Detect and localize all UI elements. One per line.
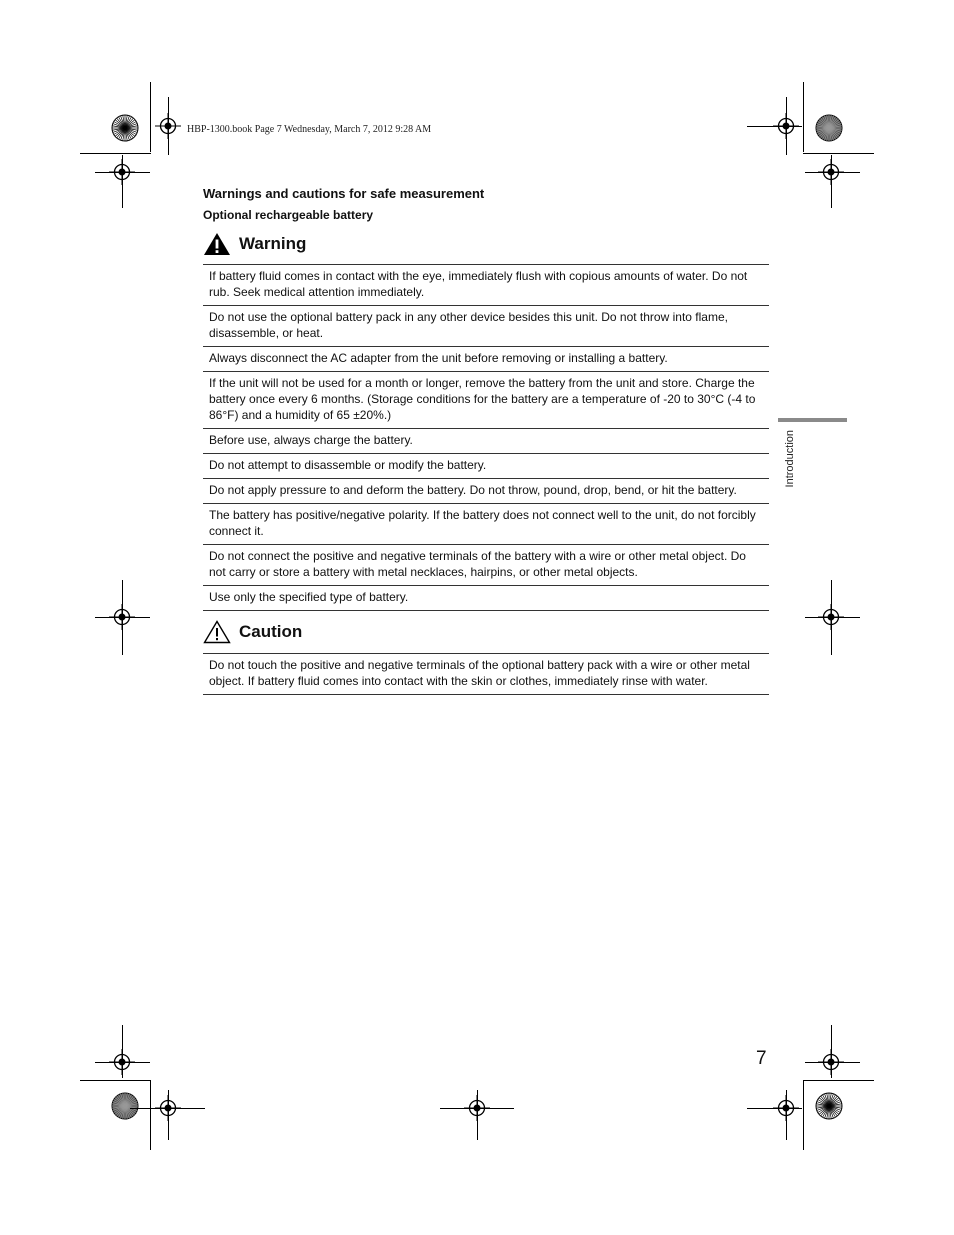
crop-mark-line — [831, 1025, 832, 1078]
crop-mark-line — [803, 1080, 874, 1081]
section-subtitle: Optional rechargeable battery — [203, 208, 374, 222]
crop-mark-line — [803, 1080, 804, 1150]
crop-mark-line — [122, 1025, 123, 1078]
warning-item: Before use, always charge the battery. — [203, 429, 769, 454]
crop-mark-line — [477, 1090, 478, 1140]
warning-item: The battery has positive/negative polarity. If the battery does not connect well to the unit, do not forcibly connect it. — [203, 504, 769, 545]
crop-mark-line — [831, 155, 832, 208]
crop-mark-line — [122, 155, 123, 208]
crop-mark-line — [95, 1062, 150, 1063]
crop-mark-line — [80, 153, 151, 154]
warning-list — [203, 264, 769, 611]
warning-item: Do not connect the positive and negative terminals of the battery with a wire or other metal object. Do not carry or store a battery with metal necklaces, hairpins, or other metal objects. — [203, 545, 769, 586]
caution-list — [203, 653, 769, 695]
file-stamp: HBP-1300.book Page 7 Wednesday, March 7, 2012 9:28 AM — [187, 124, 432, 135]
crop-mark-line — [168, 1090, 169, 1140]
caution-icon — [203, 620, 231, 644]
crop-mark-line — [786, 1090, 787, 1140]
crop-mark-line — [95, 617, 150, 618]
caution-heading — [203, 620, 769, 644]
warning-title: Warning — [239, 234, 307, 253]
crop-mark-line — [747, 126, 802, 127]
caution-title: Caution — [239, 622, 303, 641]
page-number: 7 — [756, 1048, 767, 1069]
crop-mark-line — [747, 1108, 802, 1109]
crop-mark-line — [805, 1062, 860, 1063]
crop-mark-line — [805, 617, 860, 618]
side-tab-label: Introduction — [784, 430, 796, 488]
warning-item: Do not apply pressure to and deform the battery. Do not throw, pound, drop, bend, or hit the battery. — [203, 479, 769, 504]
warning-item: If battery fluid comes in contact with the eye, immediately flush with copious amounts of water. Do not rub. Seek medical attention immediately. — [203, 265, 769, 306]
color-wheel-icon — [111, 114, 139, 142]
caution-item: Do not touch the positive and negative terminals of the optional battery pack with a wire or other metal object. If battery fluid comes into contact with the skin or clothes, immediately rinse with water. — [203, 654, 769, 695]
warning-item: Do not use the optional battery pack in any other device besides this unit. Do not throw into flame, disassemble, or heat. — [203, 306, 769, 347]
crop-mark-line — [130, 1108, 205, 1109]
warning-item: Use only the specified type of battery. — [203, 586, 769, 611]
crop-mark-line — [168, 97, 169, 155]
warning-heading — [203, 232, 769, 256]
section-title: Warnings and cautions for safe measurement — [203, 186, 485, 201]
crop-mark-line — [80, 1080, 151, 1081]
color-wheel-icon — [815, 114, 843, 142]
color-wheel-icon — [815, 1092, 843, 1120]
crop-mark-line — [150, 1080, 151, 1150]
warning-item: If the unit will not be used for a month or longer, remove the battery from the unit and store. Charge the battery once every 6 months. (Storage conditions for the battery are a temperature of -20 to 30°C (-4 to 86°F) and a humidity of 65 ±20%.) — [203, 372, 769, 429]
crop-mark-line — [803, 153, 874, 154]
warning-item: Do not attempt to disassemble or modify the battery. — [203, 454, 769, 479]
color-wheel-icon — [111, 1092, 139, 1120]
crop-mark-line — [95, 172, 150, 173]
warning-item: Always disconnect the AC adapter from the unit before removing or installing a battery. — [203, 347, 769, 372]
crop-mark-line — [440, 1108, 514, 1109]
warning-icon — [203, 232, 231, 256]
crop-mark-line — [803, 82, 804, 152]
side-tab-bar — [778, 418, 847, 422]
crop-mark-line — [150, 82, 151, 152]
crop-mark-line — [805, 172, 860, 173]
